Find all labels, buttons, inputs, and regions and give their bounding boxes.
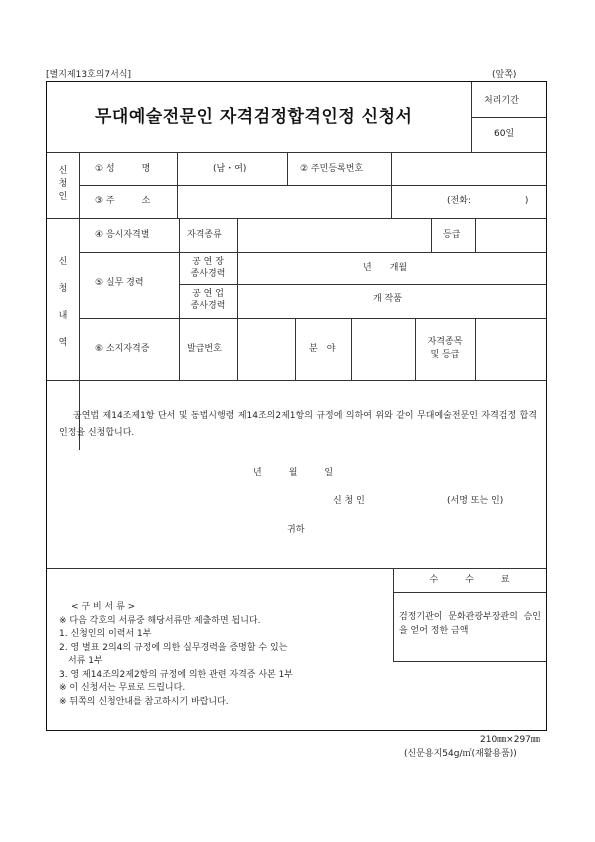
applicant-sign-label: 신 청 인 [333, 496, 365, 506]
recipient-label: 귀하 [287, 525, 305, 535]
signature-field[interactable]: (서명 또는 인) [447, 496, 504, 506]
documents-item: 3. 영 제14조의2제2항의 규정에 의한 관련 자격증 사본 1부 [59, 669, 293, 680]
applicant-section-label: 신 청 인 [58, 166, 68, 202]
period-label: 처리기간 [484, 96, 519, 106]
rrn-label: ② 주민등록번호 [300, 164, 364, 174]
venue-experience-field[interactable]: 년 개월 [363, 263, 408, 273]
period-value: 60일 [494, 129, 515, 139]
documents-item: ※ 이 신청서는 무료로 드립니다. [59, 683, 186, 693]
gender-field[interactable]: (남・여) [213, 164, 247, 174]
paper-spec: (신문용지54g/㎡(재활용품)) [404, 749, 517, 759]
exam-label: ④ 응시자격별 [95, 230, 150, 240]
performance-experience-label: 공 연 업 종사경력 [190, 289, 226, 311]
paper-size: 210㎜×297㎜ [480, 735, 540, 745]
page-side-label: (앞쪽) [492, 70, 517, 80]
required-documents [59, 601, 389, 709]
fee-note: 검정기관이 문화관광부장관의 승인을 얻어 정한 금액 [399, 612, 541, 636]
form-title: 무대예술전문인 자격검정합격인정 신청서 [95, 107, 413, 127]
experience-label: ⑤ 실무 경력 [95, 278, 144, 288]
documents-item: 2. 영 별표 2의4의 규정에 의한 실무경력을 증명할 수 있는 [59, 642, 288, 653]
qual-type-label: 자격종류 [187, 230, 222, 240]
statement-body: 공연법 제14조제1항 단서 및 동법시행령 제14조의2제1항의 규정에 의하여 위와 같이 무대예술전문인 자격검정 합격인정을 신청합니다. [59, 411, 537, 438]
item-grade-label: 자격종목 및 등급 [427, 337, 463, 360]
performance-experience-field[interactable]: 개 작품 [373, 294, 402, 304]
documents-item: ※ 다음 각호의 서류중 해당서류만 제출하면 됩니다. [59, 615, 261, 626]
date-field[interactable]: 년 월 일 [253, 468, 334, 478]
venue-experience-label: 공 연 장 종사경력 [190, 257, 226, 279]
documents-header: < 구 비 서 류 > [71, 602, 136, 612]
application-form [46, 81, 547, 731]
field-label: 분 야 [309, 344, 336, 354]
grade-label: 등급 [443, 230, 461, 240]
form-number: [별지제13호의7서식] [46, 70, 132, 80]
documents-item: ※ 뒤쪽의 신청안내를 참고하시기 바랍니다. [59, 696, 229, 707]
name-label: ① 성 명 [95, 164, 151, 174]
address-label: ③ 주 소 [95, 196, 151, 206]
license-label: ⑥ 소지자격증 [95, 344, 150, 354]
phone-field[interactable]: (전화: ) [447, 196, 529, 206]
fee-header: 수 수 료 [429, 575, 510, 585]
issue-number-label: 발급번호 [187, 344, 222, 354]
details-section-label: 신 청 내 역 [58, 257, 68, 348]
documents-item: 서류 1부 [59, 656, 103, 666]
documents-item: 1. 신청인의 이력서 1부 [59, 629, 152, 639]
